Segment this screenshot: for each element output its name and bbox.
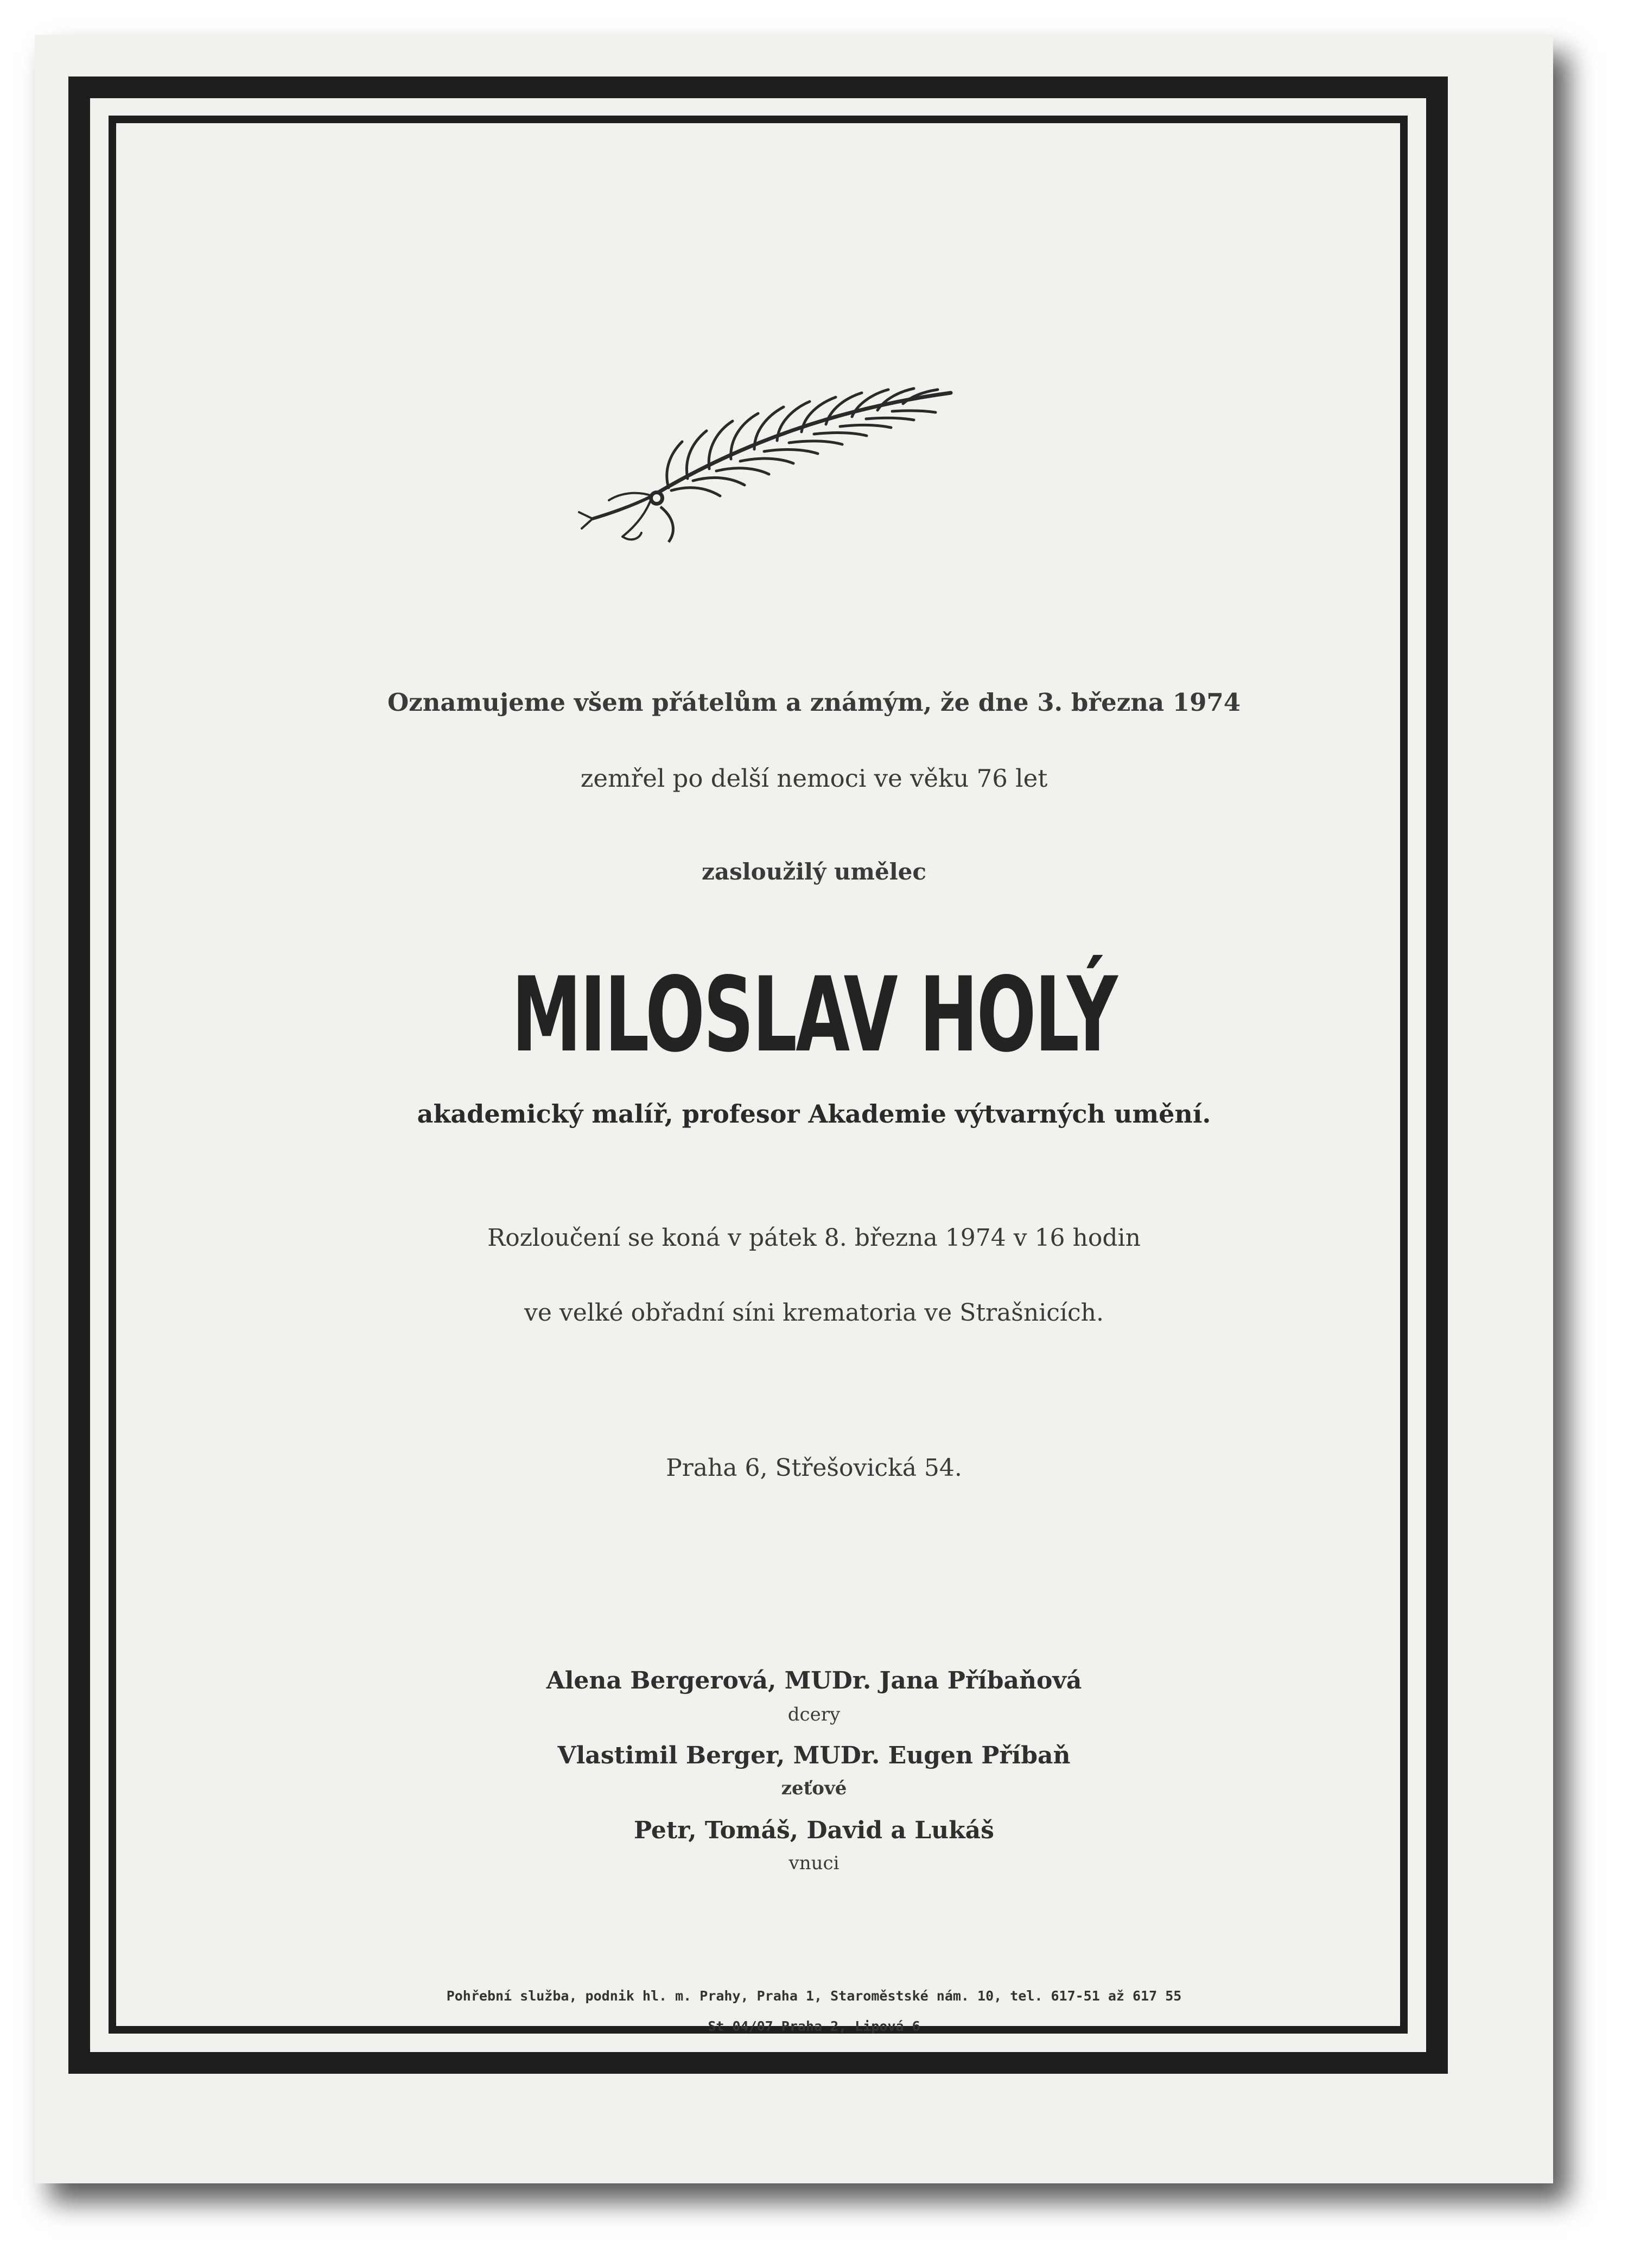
funeral-service-imprint: Pohřební služba, podnik hl. m. Prahy, Praha 1, Staroměstské nám. 10, tel. 617-51 až 617 55 xyxy=(446,1988,1182,2004)
honorific-title: zasloužilý umělec xyxy=(702,858,926,885)
mourner-relation: zeťové xyxy=(781,1778,847,1799)
farewell-time: Rozloučení se koná v pátek 8. března 1974 v 16 hodin xyxy=(487,1224,1141,1252)
print-reference: St 04/07 Praha 2, Lipová 6 xyxy=(708,2018,920,2034)
profession-text: akademický malíř, profesor Akademie výtvarných umění. xyxy=(417,1099,1211,1129)
mourner-names: Vlastimil Berger, MUDr. Eugen Příbaň xyxy=(557,1742,1071,1769)
mourner-relation: vnuci xyxy=(788,1852,840,1874)
farewell-place: ve velké obřadní síni krematoria ve Strašnicích. xyxy=(524,1299,1104,1327)
deceased-name: MILOSLAV HOLÝ xyxy=(511,955,1117,1075)
death-statement: zemřel po delší nemoci ve věku 76 let xyxy=(580,764,1048,793)
mourner-names: Petr, Tomáš, David a Lukáš xyxy=(634,1817,994,1844)
mourner-relation: dcery xyxy=(787,1704,841,1725)
mourner-names: Alena Bergerová, MUDr. Jana Příbaňová xyxy=(546,1667,1082,1694)
announcement-text: Oznamujeme všem přátelům a známým, že dne 3. března 1974 xyxy=(387,688,1241,717)
family-address: Praha 6, Střešovická 54. xyxy=(666,1454,962,1482)
palm-branch-icon xyxy=(571,377,962,556)
